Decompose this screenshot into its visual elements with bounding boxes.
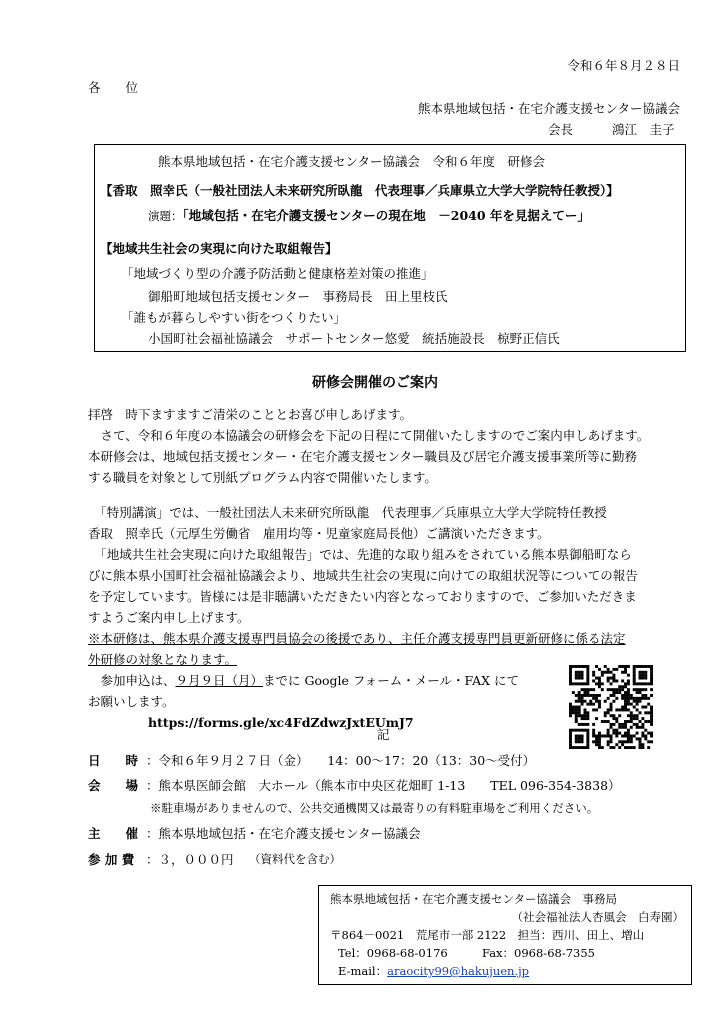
sender-name: 鴻江 圭子 <box>612 122 675 137</box>
contact-email-label: E-mail： <box>338 964 388 978</box>
fee-value: ：３，０００円 <box>146 852 234 867</box>
fee-note: （資料代を含む） <box>249 852 341 866</box>
report2-presenter: 小国町社会福祉協議会 サポートセンター悠愛 統括施設長 椋野正信氏 <box>148 331 560 346</box>
body-line: びに熊本県小国町社会福祉協議会より、地域共生社会の実現に向けての取組状況等についての報告 <box>88 568 638 583</box>
body-line: を予定しています。皆様には是非聴講いただきたい内容となっておりますので、ご参加いただきま <box>88 589 637 604</box>
contact-fax: Fax：0968-68-7355 <box>482 946 595 960</box>
ki-mark: 記 <box>377 727 390 742</box>
lecture-label: 演題： <box>148 209 183 223</box>
contact-corp: （社会福祉法人杏風会 白寿園） <box>511 910 684 924</box>
form-url[interactable]: https://forms.gle/xc4FdZdwzJxtEUmJ7 <box>148 715 414 730</box>
contact-email-link[interactable]: araocity99@hakujuen.jp <box>387 964 530 978</box>
sender-title: 会長 <box>548 122 574 137</box>
body-line: 本研修会は、地域包括支援センター・在宅介護支援センター職員及び居宅介護支援事業所等に勤務 <box>88 449 638 464</box>
apply-line <box>88 673 519 688</box>
body-line: 「地域共生社会実現に向けた取組報告」では、先進的な取り組みをされている熊本県御船町なら <box>88 547 632 562</box>
date-label: 日 時 <box>88 753 139 768</box>
summary-heading: 熊本県地域包括・在宅介護支援センター協議会 令和６年度 研修会 <box>158 154 546 169</box>
host-value: ：熊本県地域包括・在宅介護支援センター協議会 <box>146 826 421 841</box>
apply-prefix: 参加申込は、 <box>88 673 176 688</box>
speaker-line: 【香取 照幸氏（一般社団法人未来研究所臥龍 代表理事／兵庫県立大学大学院特任教授）】 <box>100 183 619 198</box>
note-line: 外研修の対象となります。 <box>88 652 238 667</box>
contact-office: 熊本県地域包括・在宅介護支援センター協議会 事務局 <box>330 892 618 906</box>
body-line: すようご案内申し上げます。 <box>88 610 250 625</box>
body-line: 香取 照幸氏（元厚生労働省 雇用均等・児童家庭局長他）ご講演いただきます。 <box>88 526 550 541</box>
lecture-title: 「地域包括・在宅介護支援センターの現在地 －2040 年を見据えてー」 <box>182 208 590 223</box>
apply-deadline: ９月９日（月） <box>175 673 264 688</box>
report1-presenter: 御船町地域包括支援センター 事務局長 田上里枝氏 <box>148 289 448 304</box>
venue-label: 会 場 <box>88 778 139 793</box>
lecture-line <box>148 208 590 224</box>
apply-suffix: までに Google フォーム・メール・FAX にて <box>263 673 520 688</box>
report2-title: 「誰もが暮らしやすい街をつくりたい」 <box>121 310 347 325</box>
fee-label: 参 加 費 <box>88 852 135 867</box>
body-line: 「特別講演」では、一般社団法人未来研究所臥龍 代表理事／兵庫県立大学大学院特任教授 <box>88 505 607 520</box>
note-line: ※本研修は、熊本県介護支援専門員協会の後援であり、主任介護支援専門員更新研修に係る法定 <box>88 631 626 646</box>
body-line: 拝啓 時下ますますご清栄のこととお喜び申しあげます。 <box>88 407 413 422</box>
report1-title: 「地域づくり型の介護予防活動と健康格差対策の推進」 <box>121 266 434 281</box>
apply-line-2: お願いします。 <box>88 694 175 709</box>
doc-title: 研修会開催のご案内 <box>312 375 438 391</box>
letter-date: 令和６年８月２８日 <box>567 58 680 73</box>
contact-tel: Tel：0968-68-0176 <box>338 946 448 960</box>
host-label: 主 催 <box>88 826 139 841</box>
body-line: する職員を対象として別紙プログラム内容で開催いたします。 <box>88 470 437 485</box>
date-value: ：令和６年９月２７日（金） 14：00～17：20（13：30～受付） <box>146 753 536 768</box>
addressee: 各 位 <box>88 80 139 95</box>
sender-org: 熊本県地域包括・在宅介護支援センター協議会 <box>417 101 680 116</box>
venue-value: ：熊本県医師会館 大ホール（熊本市中央区花畑町 1-13 TEL 096-354-3838） <box>146 778 621 793</box>
parking-note: ※駐車場がありませんので、公共交通機関又は最寄りの有料駐車場をご利用ください。 <box>150 801 599 815</box>
contact-email-row <box>338 965 529 979</box>
body-line: さて、令和６年度の本協議会の研修会を下記の日程にて開催いたしますのでご案内申しあげます。 <box>88 428 650 443</box>
reports-heading: 【地域共生社会の実現に向けた取組報告】 <box>100 241 338 256</box>
contact-address: 〒864－0021 荒尾市一部 2122 担当：西川、田上、増山 <box>330 928 645 942</box>
qr-code-icon[interactable] <box>569 665 653 749</box>
